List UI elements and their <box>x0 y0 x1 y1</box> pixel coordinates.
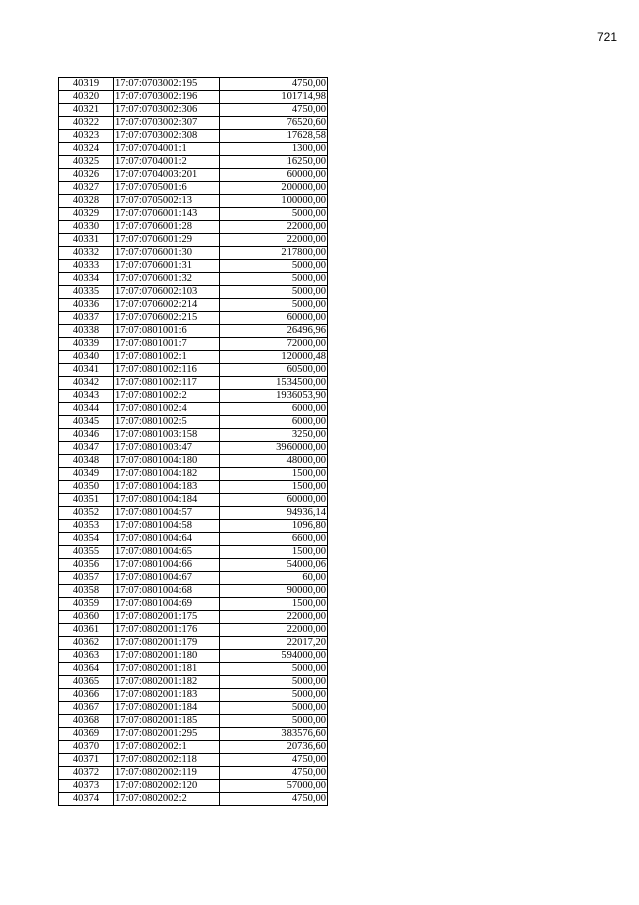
value-cell: 94936,14 <box>220 507 328 520</box>
value-cell: 60000,00 <box>220 312 328 325</box>
table-row <box>59 611 328 624</box>
row-number-cell: 40371 <box>59 754 114 767</box>
row-number-cell: 40333 <box>59 260 114 273</box>
cadastral-number-cell: 17:07:0801004:68 <box>114 585 220 598</box>
row-number-cell: 40345 <box>59 416 114 429</box>
cadastral-number-cell: 17:07:0801004:184 <box>114 494 220 507</box>
table-row <box>59 208 328 221</box>
table-body <box>59 78 328 806</box>
value-cell: 22000,00 <box>220 624 328 637</box>
row-number-cell: 40332 <box>59 247 114 260</box>
row-number-cell: 40359 <box>59 598 114 611</box>
row-number-cell: 40319 <box>59 78 114 91</box>
row-number-cell: 40347 <box>59 442 114 455</box>
cadastral-number-cell: 17:07:0703002:306 <box>114 104 220 117</box>
cadastral-number-cell: 17:07:0802002:118 <box>114 754 220 767</box>
row-number-cell: 40331 <box>59 234 114 247</box>
row-number-cell: 40346 <box>59 429 114 442</box>
value-cell: 48000,00 <box>220 455 328 468</box>
table-row <box>59 234 328 247</box>
row-number-cell: 40353 <box>59 520 114 533</box>
cadastral-number-cell: 17:07:0706002:214 <box>114 299 220 312</box>
row-number-cell: 40374 <box>59 793 114 806</box>
table-row <box>59 299 328 312</box>
value-cell: 6000,00 <box>220 403 328 416</box>
table-row <box>59 702 328 715</box>
table-row <box>59 598 328 611</box>
table-row <box>59 104 328 117</box>
table-row <box>59 546 328 559</box>
cadastral-number-cell: 17:07:0801004:57 <box>114 507 220 520</box>
table-row <box>59 637 328 650</box>
row-number-cell: 40363 <box>59 650 114 663</box>
cadastral-number-cell: 17:07:0802001:183 <box>114 689 220 702</box>
cadastral-number-cell: 17:07:0802001:179 <box>114 637 220 650</box>
table-row <box>59 182 328 195</box>
value-cell: 6000,00 <box>220 416 328 429</box>
value-cell: 1500,00 <box>220 468 328 481</box>
table-row <box>59 325 328 338</box>
table-row <box>59 78 328 91</box>
value-cell: 200000,00 <box>220 182 328 195</box>
cadastral-number-cell: 17:07:0703002:308 <box>114 130 220 143</box>
cadastral-number-cell: 17:07:0706002:103 <box>114 286 220 299</box>
table-row <box>59 767 328 780</box>
cadastral-number-cell: 17:07:0706001:31 <box>114 260 220 273</box>
cadastral-number-cell: 17:07:0802002:120 <box>114 780 220 793</box>
table-row <box>59 494 328 507</box>
row-number-cell: 40320 <box>59 91 114 104</box>
row-number-cell: 40362 <box>59 637 114 650</box>
table-row <box>59 91 328 104</box>
cadastral-number-cell: 17:07:0802002:1 <box>114 741 220 754</box>
value-cell: 5000,00 <box>220 702 328 715</box>
value-cell: 5000,00 <box>220 689 328 702</box>
row-number-cell: 40372 <box>59 767 114 780</box>
table-row <box>59 572 328 585</box>
value-cell: 5000,00 <box>220 286 328 299</box>
cadastral-number-cell: 17:07:0801004:65 <box>114 546 220 559</box>
cadastral-number-cell: 17:07:0801001:6 <box>114 325 220 338</box>
table-row <box>59 754 328 767</box>
cadastral-number-cell: 17:07:0706001:29 <box>114 234 220 247</box>
cadastral-number-cell: 17:07:0802001:295 <box>114 728 220 741</box>
table-row <box>59 221 328 234</box>
table-row <box>59 429 328 442</box>
cadastral-number-cell: 17:07:0801002:4 <box>114 403 220 416</box>
table-row <box>59 286 328 299</box>
value-cell: 72000,00 <box>220 338 328 351</box>
table-row <box>59 520 328 533</box>
row-number-cell: 40349 <box>59 468 114 481</box>
value-cell: 4750,00 <box>220 767 328 780</box>
cadastral-number-cell: 17:07:0706001:143 <box>114 208 220 221</box>
cadastral-number-cell: 17:07:0801004:66 <box>114 559 220 572</box>
value-cell: 5000,00 <box>220 273 328 286</box>
row-number-cell: 40364 <box>59 663 114 676</box>
value-cell: 60,00 <box>220 572 328 585</box>
cadastral-number-cell: 17:07:0802002:2 <box>114 793 220 806</box>
table-row <box>59 247 328 260</box>
value-cell: 1534500,00 <box>220 377 328 390</box>
cadastral-number-cell: 17:07:0704001:1 <box>114 143 220 156</box>
table-row <box>59 624 328 637</box>
row-number-cell: 40338 <box>59 325 114 338</box>
value-cell: 76520,60 <box>220 117 328 130</box>
value-cell: 17628,58 <box>220 130 328 143</box>
table-row <box>59 390 328 403</box>
cadastral-number-cell: 17:07:0705001:6 <box>114 182 220 195</box>
cadastral-number-cell: 17:07:0703002:196 <box>114 91 220 104</box>
row-number-cell: 40335 <box>59 286 114 299</box>
table-row <box>59 403 328 416</box>
row-number-cell: 40344 <box>59 403 114 416</box>
row-number-cell: 40350 <box>59 481 114 494</box>
value-cell: 60000,00 <box>220 494 328 507</box>
table-row <box>59 481 328 494</box>
table-row <box>59 364 328 377</box>
table-row <box>59 533 328 546</box>
value-cell: 90000,00 <box>220 585 328 598</box>
cadastral-number-cell: 17:07:0802001:185 <box>114 715 220 728</box>
row-number-cell: 40358 <box>59 585 114 598</box>
table-row <box>59 156 328 169</box>
row-number-cell: 40355 <box>59 546 114 559</box>
value-cell: 1300,00 <box>220 143 328 156</box>
value-cell: 54000,06 <box>220 559 328 572</box>
cadastral-number-cell: 17:07:0801002:1 <box>114 351 220 364</box>
table-row <box>59 585 328 598</box>
cadastral-number-cell: 17:07:0801002:116 <box>114 364 220 377</box>
table-row <box>59 780 328 793</box>
row-number-cell: 40370 <box>59 741 114 754</box>
cadastral-number-cell: 17:07:0706001:30 <box>114 247 220 260</box>
row-number-cell: 40330 <box>59 221 114 234</box>
cadastral-value-table <box>58 77 328 806</box>
row-number-cell: 40360 <box>59 611 114 624</box>
row-number-cell: 40351 <box>59 494 114 507</box>
value-cell: 594000,00 <box>220 650 328 663</box>
cadastral-number-cell: 17:07:0704001:2 <box>114 156 220 169</box>
table-row <box>59 676 328 689</box>
row-number-cell: 40329 <box>59 208 114 221</box>
table-row <box>59 741 328 754</box>
cadastral-number-cell: 17:07:0703002:307 <box>114 117 220 130</box>
row-number-cell: 40343 <box>59 390 114 403</box>
value-cell: 5000,00 <box>220 676 328 689</box>
cadastral-number-cell: 17:07:0801004:67 <box>114 572 220 585</box>
cadastral-number-cell: 17:07:0801004:64 <box>114 533 220 546</box>
cadastral-number-cell: 17:07:0801004:69 <box>114 598 220 611</box>
value-cell: 4750,00 <box>220 104 328 117</box>
value-cell: 1500,00 <box>220 481 328 494</box>
cadastral-number-cell: 17:07:0802001:182 <box>114 676 220 689</box>
value-cell: 22000,00 <box>220 611 328 624</box>
value-cell: 217800,00 <box>220 247 328 260</box>
value-cell: 5000,00 <box>220 208 328 221</box>
table-row <box>59 143 328 156</box>
cadastral-number-cell: 17:07:0801002:2 <box>114 390 220 403</box>
value-cell: 3960000,00 <box>220 442 328 455</box>
table-row <box>59 650 328 663</box>
table-row <box>59 689 328 702</box>
cadastral-number-cell: 17:07:0703002:195 <box>114 78 220 91</box>
row-number-cell: 40321 <box>59 104 114 117</box>
table-row <box>59 793 328 806</box>
value-cell: 1500,00 <box>220 546 328 559</box>
row-number-cell: 40341 <box>59 364 114 377</box>
cadastral-number-cell: 17:07:0706001:32 <box>114 273 220 286</box>
table-row <box>59 416 328 429</box>
row-number-cell: 40323 <box>59 130 114 143</box>
table-row <box>59 117 328 130</box>
row-number-cell: 40325 <box>59 156 114 169</box>
value-cell: 20736,60 <box>220 741 328 754</box>
row-number-cell: 40324 <box>59 143 114 156</box>
table-row <box>59 169 328 182</box>
value-cell: 60000,00 <box>220 169 328 182</box>
value-cell: 5000,00 <box>220 260 328 273</box>
value-cell: 5000,00 <box>220 299 328 312</box>
table-row <box>59 507 328 520</box>
row-number-cell: 40328 <box>59 195 114 208</box>
value-cell: 57000,00 <box>220 780 328 793</box>
value-cell: 22000,00 <box>220 234 328 247</box>
value-cell: 4750,00 <box>220 78 328 91</box>
row-number-cell: 40366 <box>59 689 114 702</box>
value-cell: 120000,48 <box>220 351 328 364</box>
value-cell: 100000,00 <box>220 195 328 208</box>
table-row <box>59 715 328 728</box>
cadastral-number-cell: 17:07:0802001:175 <box>114 611 220 624</box>
value-cell: 1936053,90 <box>220 390 328 403</box>
cadastral-number-cell: 17:07:0706002:215 <box>114 312 220 325</box>
value-cell: 1096,80 <box>220 520 328 533</box>
value-cell: 101714,98 <box>220 91 328 104</box>
row-number-cell: 40356 <box>59 559 114 572</box>
cadastral-number-cell: 17:07:0801001:7 <box>114 338 220 351</box>
table-row <box>59 377 328 390</box>
row-number-cell: 40342 <box>59 377 114 390</box>
value-cell: 4750,00 <box>220 754 328 767</box>
table-row <box>59 195 328 208</box>
row-number-cell: 40368 <box>59 715 114 728</box>
value-cell: 6600,00 <box>220 533 328 546</box>
cadastral-number-cell: 17:07:0801003:47 <box>114 442 220 455</box>
table-row <box>59 728 328 741</box>
table-row <box>59 663 328 676</box>
table-row <box>59 351 328 364</box>
value-cell: 3250,00 <box>220 429 328 442</box>
cadastral-number-cell: 17:07:0801002:117 <box>114 377 220 390</box>
cadastral-number-cell: 17:07:0801002:5 <box>114 416 220 429</box>
cadastral-number-cell: 17:07:0801004:58 <box>114 520 220 533</box>
row-number-cell: 40365 <box>59 676 114 689</box>
row-number-cell: 40369 <box>59 728 114 741</box>
row-number-cell: 40357 <box>59 572 114 585</box>
table-row <box>59 442 328 455</box>
row-number-cell: 40373 <box>59 780 114 793</box>
value-cell: 1500,00 <box>220 598 328 611</box>
cadastral-number-cell: 17:07:0801004:182 <box>114 468 220 481</box>
value-cell: 4750,00 <box>220 793 328 806</box>
row-number-cell: 40327 <box>59 182 114 195</box>
row-number-cell: 40367 <box>59 702 114 715</box>
cadastral-number-cell: 17:07:0802001:180 <box>114 650 220 663</box>
value-cell: 383576,60 <box>220 728 328 741</box>
page-number: 721 <box>596 30 617 44</box>
row-number-cell: 40354 <box>59 533 114 546</box>
row-number-cell: 40348 <box>59 455 114 468</box>
table-row <box>59 273 328 286</box>
cadastral-number-cell: 17:07:0802001:184 <box>114 702 220 715</box>
cadastral-number-cell: 17:07:0802001:181 <box>114 663 220 676</box>
value-cell: 5000,00 <box>220 663 328 676</box>
row-number-cell: 40326 <box>59 169 114 182</box>
value-cell: 16250,00 <box>220 156 328 169</box>
row-number-cell: 40336 <box>59 299 114 312</box>
cadastral-number-cell: 17:07:0705002:13 <box>114 195 220 208</box>
value-cell: 60500,00 <box>220 364 328 377</box>
table-row <box>59 260 328 273</box>
table-row <box>59 455 328 468</box>
cadastral-number-cell: 17:07:0802002:119 <box>114 767 220 780</box>
value-cell: 22000,00 <box>220 221 328 234</box>
row-number-cell: 40334 <box>59 273 114 286</box>
row-number-cell: 40322 <box>59 117 114 130</box>
table-row <box>59 338 328 351</box>
cadastral-number-cell: 17:07:0704003:201 <box>114 169 220 182</box>
table-row <box>59 130 328 143</box>
row-number-cell: 40337 <box>59 312 114 325</box>
row-number-cell: 40361 <box>59 624 114 637</box>
row-number-cell: 40352 <box>59 507 114 520</box>
cadastral-number-cell: 17:07:0802001:176 <box>114 624 220 637</box>
value-cell: 26496,96 <box>220 325 328 338</box>
row-number-cell: 40340 <box>59 351 114 364</box>
table-row <box>59 312 328 325</box>
table-row <box>59 559 328 572</box>
row-number-cell: 40339 <box>59 338 114 351</box>
cadastral-number-cell: 17:07:0706001:28 <box>114 221 220 234</box>
value-cell: 5000,00 <box>220 715 328 728</box>
cadastral-number-cell: 17:07:0801003:158 <box>114 429 220 442</box>
cadastral-number-cell: 17:07:0801004:183 <box>114 481 220 494</box>
cadastral-number-cell: 17:07:0801004:180 <box>114 455 220 468</box>
table-row <box>59 468 328 481</box>
value-cell: 22017,20 <box>220 637 328 650</box>
